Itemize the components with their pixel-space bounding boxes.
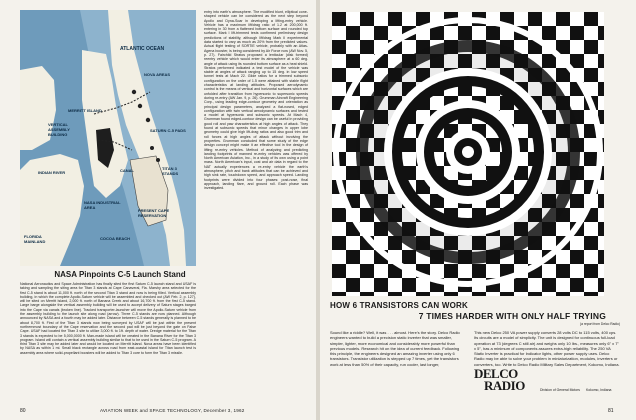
label-titan-stands: TITAN 3 STANDS: [162, 166, 179, 176]
logo-location: Kokomo, Indiana: [586, 388, 612, 392]
label-cocoa-beach: COCOA BEACH: [100, 236, 131, 241]
logo-brand-bottom: RADIO: [484, 378, 525, 393]
article-column: [204, 10, 308, 402]
label-nasa-industrial: NASA INDUSTRIAL AREA: [84, 200, 121, 210]
label-nova-areas: NOVA AREAS: [144, 72, 171, 77]
ad-headline-2: 7 TIMES HARDER WITH ONLY HALF TRYING: [418, 311, 606, 321]
left-page-number: 80: [20, 408, 26, 414]
label-atlantic-ocean: ATLANTIC OCEAN: [120, 46, 165, 52]
label-canal: CANAL: [120, 168, 134, 173]
article-paragraph: entry into earth's atmosphere. The modified blunt, elliptical cone-shaped vehicle can be considered as the next step beyond Apollo and Dyna-Soar in developing a lifting-entry vehicle. Vehicle has a maximum lift/drag ratio of 1.2 at 200,000 ft. entering in 30 from a flattened bottom surface and rounded top surface. Mark I lift-trimmed tests confirmed preliminary design predictions of stability, although lift/drag Mark II experimental data started to vary as much as 20% from the predicted values. Actual flight testing of SORTIE vehicle, probably with an Atlas-Agena booster, is being considered by Air Force now (AW Nov. 5, p. 27). Fairchild Stratos proposed a lenticular (disk formed) reentry vehicle which would enter its atmosphere at a 60 deg. angle of attack using its rounded bottom surface as a heat shield. Stratos performed indicated a test model of the vehicle was stable at angles of attack ranging up to 15 deg. in low speed tunnel tests at Mach 22. Glide ratios for a trimmed subsonic configuration on the order of 1.5 were attained with stable flight characteristics at landing attitudes. Proposed aerodynamic control is the means of vertical and horizontal surfaces which are unfolded after transition from hypersonic to supersonic speeds during re-entry (AW Jan. 9, p. 26). Grumman Aircraft Engineering Corp., using leading edge-contour geometry and orientation as principal design parameters, analyzed a flat-nosed, edged configuration with twin vertical aerodynamic surfaces and tested a model at hypersonic and subsonic speeds. At Mach 4, Grumman found edged-contour design can be useful in providing good roll and yaw characteristics at high angles of attack. They found at subsonic speeds that minor changes in upper lobe geometry could give high lift-drag ratios and also good trim and roll forces at high angles of attack without involving the properties. Grumman concluded that some study of the edge design concept might make it an effective tool in the design of lifting re-entry vehicles. Method of analyzing and predicting landing footprints of manned re-entry vehicles was offered by North American Aviation, Inc., in a study of its own using a point mass. North American's input, cost and air data in regard to the NAT actually experiences a re-entry vehicle the earth's atmosphere, pitch and bank attitudes that can be achieved and high sink rate, touchdown speed, and approach speed. Landing footprints were divided into four phases: post-nose, final approach, landing flare, and ground roll. Each phase was investigated.: [204, 10, 308, 191]
caption-paragraph: National Aeronautics and Space Administration has finally sited the first Saturn C-5 launch stand and USAF is taking and sampling the siting area for Titan 3 stands at Cape Canaveral, Fla. Marshy area selected for the first C-5 stand is about 11,000 ft. north of the second Titan 3 stand and now is being filled. Vertical assembly building, in which the complete Apollo-Saturn vehicle will be assembled and checked out (AW Feb. 2, p. 127), will be sited on Merritt Island, 2,000 ft. north of Banana Creek and about 16,700 ft. from the first C-5 stand. Large barge alongside the vertical assembly building will be used to accept delivery of Saturn stages barged into the Cape via canals (broken line). Tracked transporter-launcher will move the Apollo-Saturn vehicle from the assembly building to the launch site along road (arrow). Three C-5 stands are now planned. Although announced by NASA and a fourth may be added later. Distance between C-5 stands generally is planned to be about 8,700 ft. First of the Titan 3 stands now being surveyed by USAF will be just within the present northernmost boundary of the Cape reservation and the second pad will be just beyond the gate on False Cape. USAF had located the Titan 3 site to utilize 3,000 ft. to 1ft. depth of water. Dredge material for the Titan 3 stands is expected to be 5,000,0000 ft. Man-made island will be created in the Banana River for the Titan 3 program. Island will contain a vertical assembly building similar to that to be used in the Saturn C-5 program. A third Titan 3 site may be added later and would be located on Merritt Island. Nova areas have been identified by NASA as within 1 mi. Small black rectangle across road from east-coastal island for Titan launch test is assembly area where solid-propellant boosters will be added to Titan 3 core to form the Titan 3 missile.: [20, 282, 196, 355]
label-saturn-pads: SATURN C-5 PADS: [150, 128, 186, 133]
page-gutter: [316, 0, 320, 420]
map-title: NASA Pinpoints C-5 Launch Stand: [54, 270, 186, 279]
caption-text: [20, 282, 196, 402]
ad-body-column-2: This new Delco 250 VA power supply converts 28 volts DC to 115 volts, 400 cps. Its circuits are a model of simplicity. The unit is designed for continuous full-load operation at 73 (degrees C still air) and weighs only 10 lbs., measures only 6" x 7" x 5", has a minimum of components assures extra-high reliability. The 250 VA Static Inverter is practical for Indicator lights, other power supply uses. Delco Radio may be able to solve your problem in miniaturization, modules, inverters or converters, too. Write to Delco Radio Military Sales Department, Kokomo, Indiana.: [474, 330, 620, 367]
checker-warp-graphic: [332, 12, 604, 296]
map-graphic: [20, 10, 196, 266]
cape-canaveral-map: [20, 10, 196, 266]
label-florida-mainland: FLORIDA MAINLAND: [24, 234, 46, 244]
ad-subhead: (a report from Delco Radio): [580, 322, 620, 326]
ad-illustration: [332, 12, 604, 296]
label-indian-river: INDIAN RIVER: [38, 170, 66, 175]
label-vertical-assembly: VERTICAL ASSEMBLY BUILDING: [48, 122, 70, 137]
logo-brand-top: DELCO: [474, 366, 518, 381]
ad-body-column-1: Sound like a riddle? Well, it was . . . almost. Here's the story. Delco Radio engineers wanted to build a precision static inverter that was smaller, simpler, lighter, more economical and considerably more powerful than previous models. Research hit on the idea of current feedback. Following this principle, the engineers designed an amazing inverter using only 6 transistors. Transistor utilization is stepped up 7 times, yet the transistors work at less than 50% of their capacity, run cooler, last longer,: [330, 330, 460, 367]
label-merritt-island: MERRITT ISLAND: [68, 108, 102, 113]
logo-division: Division of General Motors: [540, 388, 580, 392]
right-page-number: 81: [608, 408, 614, 414]
label-cape-reservation: PRESENT CAPE RESERVATION: [138, 208, 170, 218]
magazine-footer: AVIATION WEEK and SPACE TECHNOLOGY, December 3, 1962: [100, 408, 245, 413]
ad-headline-1: HOW 6 TRANSISTORS CAN WORK: [330, 301, 468, 310]
